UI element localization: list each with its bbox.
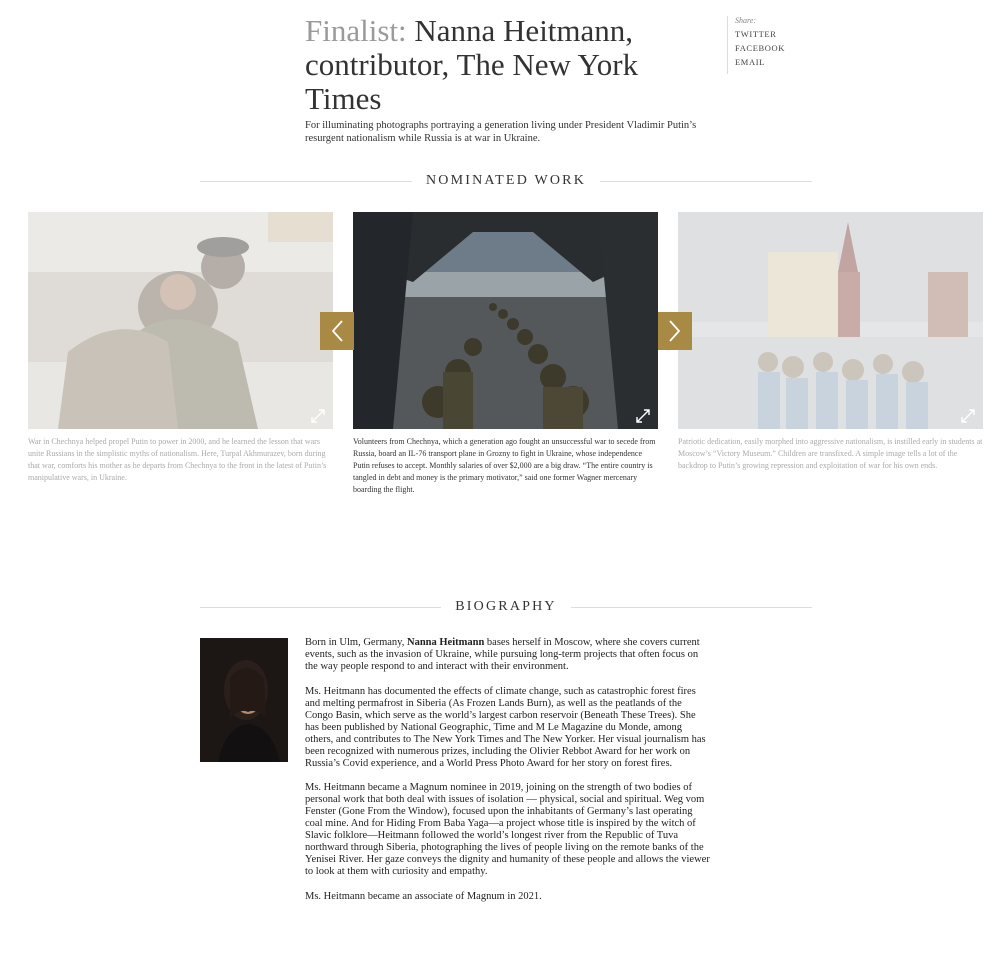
share-panel bbox=[727, 16, 785, 74]
share-email-link[interactable]: EMAIL bbox=[735, 57, 765, 67]
author-portrait bbox=[200, 638, 288, 762]
bio-paragraph-4: Ms. Heitmann became an associate of Magnum in 2021. bbox=[305, 890, 542, 902]
slide-photo-3[interactable] bbox=[678, 212, 983, 429]
slide-caption-3: Patriotic dedication, easily morphed into aggressive nationalism, is instilled early in students at Moscow’s “Victory Museum.” Children are transfixed. A simple image tells a lot of the backdrop to Putin’s growing repression and exploitation of war for his own ends. bbox=[678, 437, 983, 470]
section-title: BIOGRAPHY bbox=[455, 599, 557, 614]
slide-caption-1: War in Chechnya helped propel Putin to power in 2000, and he learned the lesson that wars unite Russians in the simplistic myths of nationalism. Here, Turpal Akhmurazev, born during that war, comforts his mother as he departs from Chechnya to the front in the latest of Putin’s manipulative wars, in Ukraine. bbox=[28, 437, 327, 482]
bio-name: Nanna Heitmann bbox=[406, 637, 485, 648]
biography-text bbox=[305, 637, 710, 915]
expand-icon[interactable] bbox=[959, 407, 977, 425]
carousel-next-button[interactable] bbox=[658, 312, 692, 350]
carousel-prev-button[interactable] bbox=[320, 312, 354, 350]
title-name: Nanna Heitmann, contributor, The New York Times bbox=[305, 13, 639, 116]
expand-icon[interactable] bbox=[309, 407, 327, 425]
divider bbox=[600, 181, 812, 182]
share-twitter-link[interactable]: TWITTER bbox=[735, 29, 777, 39]
photo-mother-and-son bbox=[28, 212, 333, 429]
chevron-left-icon bbox=[330, 319, 344, 343]
divider bbox=[200, 181, 412, 182]
bio-text: Born in Ulm, Germany, bbox=[305, 637, 407, 648]
page-title bbox=[305, 14, 705, 116]
divider bbox=[571, 607, 812, 608]
share-facebook-link[interactable]: FACEBOOK bbox=[735, 43, 785, 53]
slide-caption-2: Volunteers from Chechnya, which a generation ago fought an unsuccessful war to secede from Russia, board an IL-76 transport plane in Grozny to fight in Ukraine, whose independence Putin refuses to accept. Monthly salaries of over $2,000 are a big draw. “The entire country is tangled in debt and money is the primary motivator,” said one former Wagner mercenary boarding the flight. bbox=[353, 437, 656, 494]
bio-paragraph-1 bbox=[305, 637, 710, 673]
share-label: Share: bbox=[735, 16, 757, 25]
bio-paragraph-3: Ms. Heitmann became a Magnum nominee in 2019, joining on the strength of two bodies of personal work that both deal with issues of isolation — physical, social and spiritual. Weg vom Fenster (Gone From the Window), focused upon the inhabitants of Germany’s last operating coal mine. And for Hiding From Baba Yaga—a project whose title is inspired by the witch of Slavic folklore—Heitmann followed the world’s longest river from the Republic of Tuva northward through Siberia, photographing the lives of people living on the remote banks of the Yenisei River. Her gaze conveys the dignity and humanity of these people and allows the viewer to look at them with curiosity and empathy. bbox=[305, 782, 710, 877]
slide-photo-2[interactable] bbox=[353, 212, 658, 429]
bio-text: bases herself in Moscow, where she covers current events, such as the invasion of Ukraine, while pursuing long-term projects that often focus on the way people respond to and interact with their environment. bbox=[305, 637, 700, 672]
chevron-right-icon bbox=[668, 319, 682, 343]
divider bbox=[200, 607, 441, 608]
slide-photo-1[interactable] bbox=[28, 212, 333, 429]
expand-icon[interactable] bbox=[634, 407, 652, 425]
biography-heading bbox=[200, 597, 812, 617]
photo-soldiers-boarding-plane bbox=[353, 212, 658, 429]
section-title: NOMINATED WORK bbox=[425, 173, 587, 188]
title-prefix: Finalist: bbox=[305, 13, 407, 48]
photo-victory-museum-children bbox=[678, 212, 983, 429]
citation: For illuminating photographs portraying a generation living under President Vladimir Putin’s resurgent nationalism while Russia is at war in Ukraine. bbox=[305, 120, 697, 144]
nominated-work-heading bbox=[200, 171, 812, 191]
bio-paragraph-2: Ms. Heitmann has documented the effects of climate change, such as catastrophic forest fires and melting permafrost in Siberia (As Frozen Lands Burn), as well as the peatlands of the Congo Basin, which serve as the world’s largest carbon reservoir (Beneath These Trees). She has been published by National Geographic, Time and M Le Magazine du Monde, among others, and contributes to The New York Times and The New Yorker. Her visual journalism has been recognized with numerous prizes, including the Olivier Rebbot Award for her work on Russia’s Covid experience, and a World Press Photo Award for her story on forest fires. bbox=[305, 685, 706, 769]
